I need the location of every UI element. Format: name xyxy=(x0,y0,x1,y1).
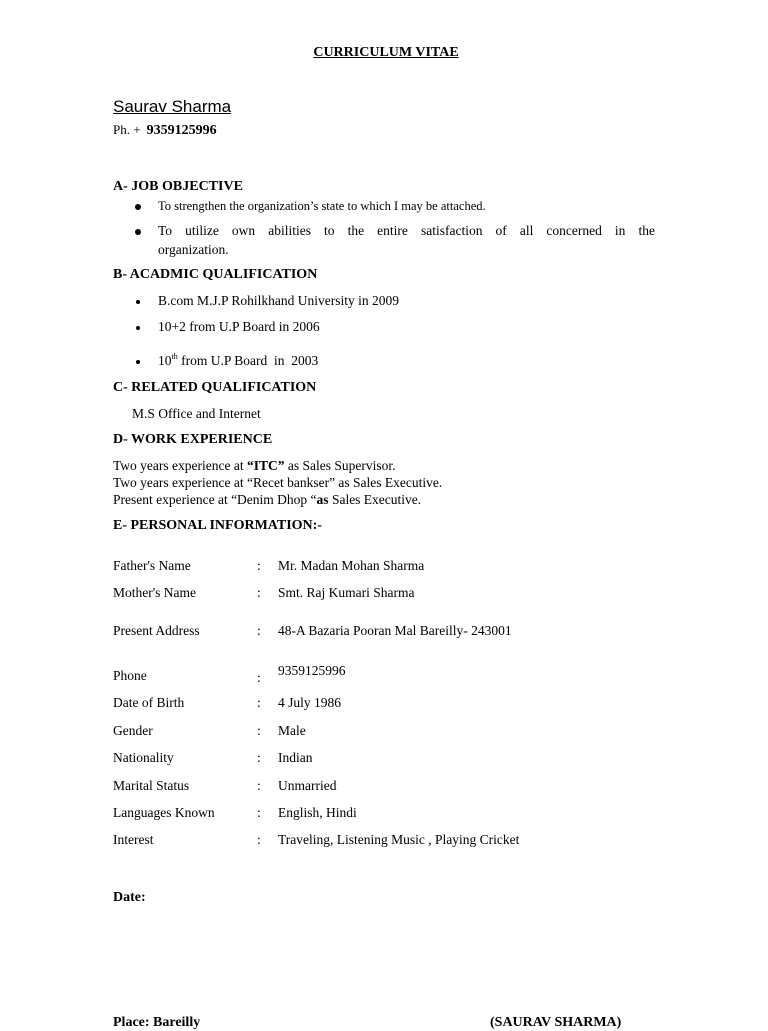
row-colon: : xyxy=(257,585,261,600)
row-label-present-address: Present Address xyxy=(113,623,200,638)
row-value-fathers-name: Mr. Madan Mohan Sharma xyxy=(278,558,425,573)
work-line-3-post: Sales Executive. xyxy=(328,492,422,507)
job-objective-heading: A- JOB OBJECTIVE xyxy=(113,179,243,194)
work-heading: D- WORK EXPERIENCE xyxy=(113,432,273,447)
candidate-name: Saurav Sharma xyxy=(113,97,232,116)
row-label-fathers-name: Father's Name xyxy=(113,558,191,573)
work-line-1-bold: “ITC” xyxy=(247,458,285,473)
row-value-phone: 9359125996 xyxy=(278,663,346,678)
row-colon: : xyxy=(257,695,261,710)
row-colon: : xyxy=(257,558,261,573)
academic-item-3-prefix: 10 xyxy=(158,353,172,368)
row-label-phone: Phone xyxy=(113,668,147,683)
row-value-mothers-name: Smt. Raj Kumari Sharma xyxy=(278,585,415,600)
work-line-1-pre: Two years experience at xyxy=(113,458,247,473)
bullet-icon xyxy=(136,300,140,304)
row-label-marital-status: Marital Status xyxy=(113,778,190,793)
bullet-icon xyxy=(136,326,140,330)
objective-item-2-line2: organization. xyxy=(158,242,229,257)
row-colon: : xyxy=(257,723,261,738)
row-label-mothers-name: Mother's Name xyxy=(113,585,197,600)
row-value-marital-status: Unmarried xyxy=(278,778,337,793)
row-value-languages-known: English, Hindi xyxy=(278,805,357,820)
related-text: M.S Office and Internet xyxy=(132,406,261,421)
signature-name: (SAURAV SHARMA) xyxy=(490,1015,622,1030)
bullet-icon xyxy=(135,204,141,210)
personal-heading: E- PERSONAL INFORMATION:- xyxy=(113,518,322,533)
work-line-3 xyxy=(113,492,421,508)
row-colon: : xyxy=(257,670,261,685)
row-value-nationality: Indian xyxy=(278,750,313,765)
row-colon: : xyxy=(257,832,261,847)
academic-item-3-rest: from U.P Board in 2003 xyxy=(177,353,319,368)
row-label-nationality: Nationality xyxy=(113,750,174,765)
work-line-3-pre: Present experience at “Denim Dhop “ xyxy=(113,492,317,507)
document-title: CURRICULUM VITAE xyxy=(313,45,459,60)
row-value-date-of-birth: 4 July 1986 xyxy=(278,695,342,710)
phone-number: 9359125996 xyxy=(146,123,217,138)
objective-item-2 xyxy=(158,222,655,240)
row-label-date-of-birth: Date of Birth xyxy=(113,695,185,710)
row-value-gender: Male xyxy=(278,723,306,738)
academic-heading: B- ACADMIC QUALIFICATION xyxy=(113,267,318,282)
work-line-1-post: as Sales Supervisor. xyxy=(284,458,396,473)
academic-item-3-sup: th xyxy=(171,352,178,361)
row-label-interest: Interest xyxy=(113,832,154,847)
row-label-languages-known: Languages Known xyxy=(113,805,215,820)
row-colon: : xyxy=(257,805,261,820)
bullet-icon xyxy=(136,360,140,364)
related-heading: C- RELATED QUALIFICATION xyxy=(113,380,317,395)
academic-item-3 xyxy=(158,353,318,369)
academic-item-1: B.com M.J.P Rohilkhand University in 2009 xyxy=(158,293,400,308)
bullet-icon xyxy=(135,229,141,235)
phone-line xyxy=(113,122,217,139)
row-value-interest: Traveling, Listening Music , Playing Cricket xyxy=(278,832,520,847)
row-colon: : xyxy=(257,750,261,765)
row-colon: : xyxy=(257,623,261,638)
objective-item-1: To strengthen the organization’s state to which I may be attached. xyxy=(158,199,486,213)
work-line-3-bold: as xyxy=(316,492,329,507)
date-label: Date: xyxy=(113,890,146,905)
work-line-1 xyxy=(113,458,396,474)
place-label: Place: Bareilly xyxy=(113,1015,201,1030)
phone-label: Ph. + xyxy=(113,122,141,137)
row-value-present-address: 48-A Bazaria Pooran Mal Bareilly- 243001 xyxy=(278,623,512,638)
row-label-gender: Gender xyxy=(113,723,153,738)
row-colon: : xyxy=(257,778,261,793)
work-line-2: Two years experience at “Recet bankser” as Sales Executive. xyxy=(113,475,443,490)
academic-item-2: 10+2 from U.P Board in 2006 xyxy=(158,319,320,334)
objective-item-2-line1: To utilize own abilities to the entire satisfaction of all concerned in the xyxy=(158,223,655,238)
